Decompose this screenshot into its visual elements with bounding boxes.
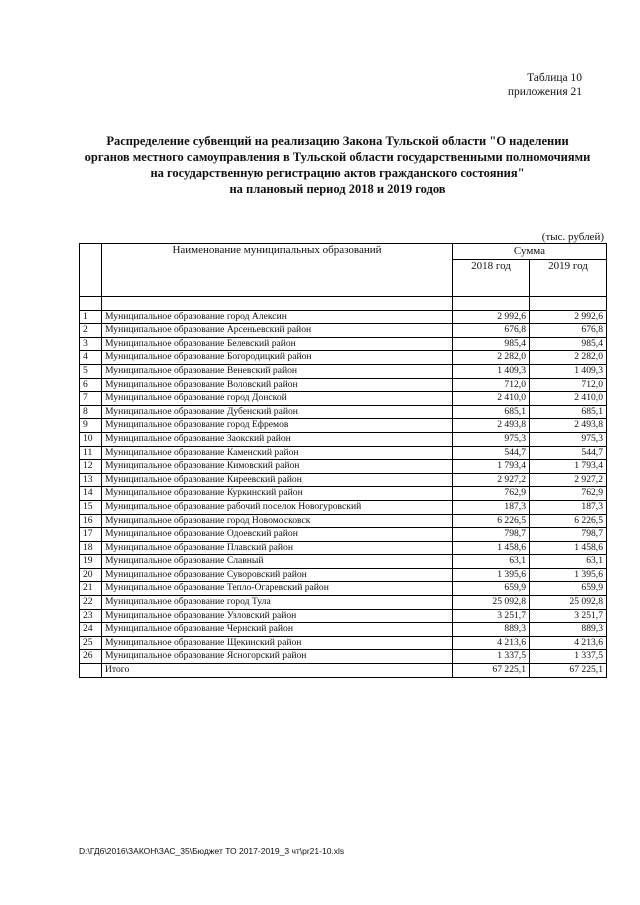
amount-2019: 2 493,8 bbox=[530, 419, 607, 433]
row-number: 8 bbox=[80, 405, 102, 419]
row-number: 22 bbox=[80, 596, 102, 610]
document-title bbox=[60, 133, 615, 197]
table-row bbox=[80, 623, 607, 637]
table-row bbox=[80, 378, 607, 392]
amount-2018: 1 458,6 bbox=[453, 541, 530, 555]
amount-2018: 2 282,0 bbox=[453, 351, 530, 365]
amount-2018: 676,8 bbox=[453, 324, 530, 338]
row-number: 19 bbox=[80, 555, 102, 569]
row-number: 11 bbox=[80, 446, 102, 460]
amount-2019: 4 213,6 bbox=[530, 636, 607, 650]
table-row bbox=[80, 460, 607, 474]
amount-2018: 2 927,2 bbox=[453, 473, 530, 487]
municipality-name: Муниципальное образование Узловский район bbox=[102, 609, 453, 623]
appendix-label: приложения 21 bbox=[507, 86, 582, 98]
amount-2018: 187,3 bbox=[453, 500, 530, 514]
amount-2018: 25 092,8 bbox=[453, 596, 530, 610]
table-row bbox=[80, 568, 607, 582]
row-number: 4 bbox=[80, 351, 102, 365]
amount-2018: 2 410,0 bbox=[453, 392, 530, 406]
spacer-cell bbox=[453, 297, 530, 311]
municipality-name: Муниципальное образование Тепло-Огаревский район bbox=[102, 582, 453, 596]
amount-2019: 889,3 bbox=[530, 623, 607, 637]
row-number: 12 bbox=[80, 460, 102, 474]
row-number: 16 bbox=[80, 514, 102, 528]
title-line-2: органов местного самоуправления в Тульской области государственными полномочиями bbox=[84, 150, 591, 164]
header-sum-cell: Сумма bbox=[453, 244, 607, 260]
municipality-name: Муниципальное образование город Алексин bbox=[102, 310, 453, 324]
row-number: 18 bbox=[80, 541, 102, 555]
amount-2018: 798,7 bbox=[453, 528, 530, 542]
row-number: 3 bbox=[80, 337, 102, 351]
municipality-name: Муниципальное образование Киреевский район bbox=[102, 473, 453, 487]
amount-2018: 1 793,4 bbox=[453, 460, 530, 474]
row-number: 1 bbox=[80, 310, 102, 324]
amount-2018: 712,0 bbox=[453, 378, 530, 392]
row-number: 9 bbox=[80, 419, 102, 433]
municipality-name: Муниципальное образование Дубенский район bbox=[102, 405, 453, 419]
municipality-name: Муниципальное образование город Тула bbox=[102, 596, 453, 610]
amount-2019: 6 226,5 bbox=[530, 514, 607, 528]
amount-2019: 1 458,6 bbox=[530, 541, 607, 555]
amount-2019: 187,3 bbox=[530, 500, 607, 514]
title-line-4: на плановый период 2018 и 2019 годов bbox=[229, 182, 446, 196]
municipality-name: Муниципальное образование Суворовский район bbox=[102, 568, 453, 582]
municipality-name: Муниципальное образование Каменский район bbox=[102, 446, 453, 460]
subsidy-table bbox=[79, 243, 607, 678]
row-number: 10 bbox=[80, 432, 102, 446]
row-number: 2 bbox=[80, 324, 102, 338]
amount-2019: 762,9 bbox=[530, 487, 607, 501]
table-row bbox=[80, 636, 607, 650]
amount-2019: 712,0 bbox=[530, 378, 607, 392]
row-number: 6 bbox=[80, 378, 102, 392]
table-row bbox=[80, 337, 607, 351]
municipality-name: Муниципальное образование Славный bbox=[102, 555, 453, 569]
table-row bbox=[80, 582, 607, 596]
municipality-name: Муниципальное образование Кимовский район bbox=[102, 460, 453, 474]
municipality-name: Муниципальное образование Арсеньевский район bbox=[102, 324, 453, 338]
table-number-label: Таблица 10 bbox=[527, 72, 582, 84]
spacer-cell bbox=[102, 297, 453, 311]
total-label: Итого bbox=[102, 664, 453, 678]
amount-2018: 1 337,5 bbox=[453, 650, 530, 664]
header-number-cell bbox=[80, 244, 102, 297]
municipality-name: Муниципальное образование Чернский район bbox=[102, 623, 453, 637]
units-label: (тыс. рублей) bbox=[541, 231, 604, 243]
municipality-name: Муниципальное образование Плавский район bbox=[102, 541, 453, 555]
municipality-name: Муниципальное образование Заокский район bbox=[102, 432, 453, 446]
amount-2019: 2 992,6 bbox=[530, 310, 607, 324]
table-row bbox=[80, 392, 607, 406]
spacer-cell bbox=[80, 297, 102, 311]
header-name-cell: Наименование муниципальных образований bbox=[102, 244, 453, 297]
table-row bbox=[80, 596, 607, 610]
row-number: 5 bbox=[80, 364, 102, 378]
amount-2019: 3 251,7 bbox=[530, 609, 607, 623]
amount-2019: 1 395,6 bbox=[530, 568, 607, 582]
row-number: 25 bbox=[80, 636, 102, 650]
table-row bbox=[80, 541, 607, 555]
amount-2018: 1 409,3 bbox=[453, 364, 530, 378]
table-row bbox=[80, 555, 607, 569]
amount-2018: 3 251,7 bbox=[453, 609, 530, 623]
municipality-name: Муниципальное образование Ясногорский район bbox=[102, 650, 453, 664]
amount-2019: 975,3 bbox=[530, 432, 607, 446]
row-number: 21 bbox=[80, 582, 102, 596]
amount-2018: 889,3 bbox=[453, 623, 530, 637]
table-reference bbox=[508, 71, 582, 99]
total-2019: 67 225,1 bbox=[530, 664, 607, 678]
municipality-name: Муниципальное образование Щекинский район bbox=[102, 636, 453, 650]
amount-2019: 798,7 bbox=[530, 528, 607, 542]
amount-2019: 659,9 bbox=[530, 582, 607, 596]
row-number: 17 bbox=[80, 528, 102, 542]
amount-2018: 1 395,6 bbox=[453, 568, 530, 582]
total-2018: 67 225,1 bbox=[453, 664, 530, 678]
table-row bbox=[80, 419, 607, 433]
table-row bbox=[80, 310, 607, 324]
title-line-3: на государственную регистрацию актов гражданского состояния" bbox=[150, 166, 525, 180]
amount-2018: 985,4 bbox=[453, 337, 530, 351]
amount-2019: 1 337,5 bbox=[530, 650, 607, 664]
amount-2019: 685,1 bbox=[530, 405, 607, 419]
table-body bbox=[80, 310, 607, 663]
municipality-name: Муниципальное образование Одоевский район bbox=[102, 528, 453, 542]
amount-2018: 685,1 bbox=[453, 405, 530, 419]
spacer-cell bbox=[530, 297, 607, 311]
table-row bbox=[80, 528, 607, 542]
table-row bbox=[80, 364, 607, 378]
header-year-2019: 2019 год bbox=[530, 260, 607, 297]
amount-2019: 25 092,8 bbox=[530, 596, 607, 610]
amount-2019: 63,1 bbox=[530, 555, 607, 569]
row-number: 24 bbox=[80, 623, 102, 637]
row-number: 14 bbox=[80, 487, 102, 501]
total-number-cell bbox=[80, 664, 102, 678]
amount-2019: 544,7 bbox=[530, 446, 607, 460]
row-number: 13 bbox=[80, 473, 102, 487]
row-number: 7 bbox=[80, 392, 102, 406]
table-row bbox=[80, 432, 607, 446]
municipality-name: Муниципальное образование рабочий поселок Новогуровский bbox=[102, 500, 453, 514]
table-row bbox=[80, 473, 607, 487]
header-year-2018: 2018 год bbox=[453, 260, 530, 297]
amount-2018: 762,9 bbox=[453, 487, 530, 501]
table-row bbox=[80, 446, 607, 460]
amount-2018: 6 226,5 bbox=[453, 514, 530, 528]
municipality-name: Муниципальное образование город Донской bbox=[102, 392, 453, 406]
municipality-name: Муниципальное образование Воловский район bbox=[102, 378, 453, 392]
file-path: D:\ГД6\2016\ЗАКОН\ЗАС_35\Бюджет ТО 2017-2019_3 чт\pr21-10.xls bbox=[79, 846, 345, 856]
row-number: 20 bbox=[80, 568, 102, 582]
table-row bbox=[80, 487, 607, 501]
amount-2019: 1 409,3 bbox=[530, 364, 607, 378]
municipality-name: Муниципальное образование город Новомосковск bbox=[102, 514, 453, 528]
municipality-name: Муниципальное образование Богородицкий район bbox=[102, 351, 453, 365]
amount-2018: 2 493,8 bbox=[453, 419, 530, 433]
amount-2019: 2 410,0 bbox=[530, 392, 607, 406]
municipality-name: Муниципальное образование Белевский район bbox=[102, 337, 453, 351]
amount-2018: 975,3 bbox=[453, 432, 530, 446]
amount-2019: 1 793,4 bbox=[530, 460, 607, 474]
municipality-name: Муниципальное образование Веневский район bbox=[102, 364, 453, 378]
table-row bbox=[80, 514, 607, 528]
total-row bbox=[80, 664, 607, 678]
table-row bbox=[80, 351, 607, 365]
amount-2018: 63,1 bbox=[453, 555, 530, 569]
table-row bbox=[80, 405, 607, 419]
amount-2019: 676,8 bbox=[530, 324, 607, 338]
amount-2018: 2 992,6 bbox=[453, 310, 530, 324]
amount-2018: 4 213,6 bbox=[453, 636, 530, 650]
row-number: 26 bbox=[80, 650, 102, 664]
row-number: 15 bbox=[80, 500, 102, 514]
table-row bbox=[80, 609, 607, 623]
municipality-name: Муниципальное образование город Ефремов bbox=[102, 419, 453, 433]
amount-2019: 985,4 bbox=[530, 337, 607, 351]
amount-2019: 2 927,2 bbox=[530, 473, 607, 487]
amount-2018: 659,9 bbox=[453, 582, 530, 596]
title-line-1: Распределение субвенций на реализацию Закона Тульской области "О наделении bbox=[106, 134, 569, 148]
table-row bbox=[80, 500, 607, 514]
table-row bbox=[80, 324, 607, 338]
amount-2019: 2 282,0 bbox=[530, 351, 607, 365]
table-row bbox=[80, 650, 607, 664]
municipality-name: Муниципальное образование Куркинский район bbox=[102, 487, 453, 501]
amount-2018: 544,7 bbox=[453, 446, 530, 460]
row-number: 23 bbox=[80, 609, 102, 623]
